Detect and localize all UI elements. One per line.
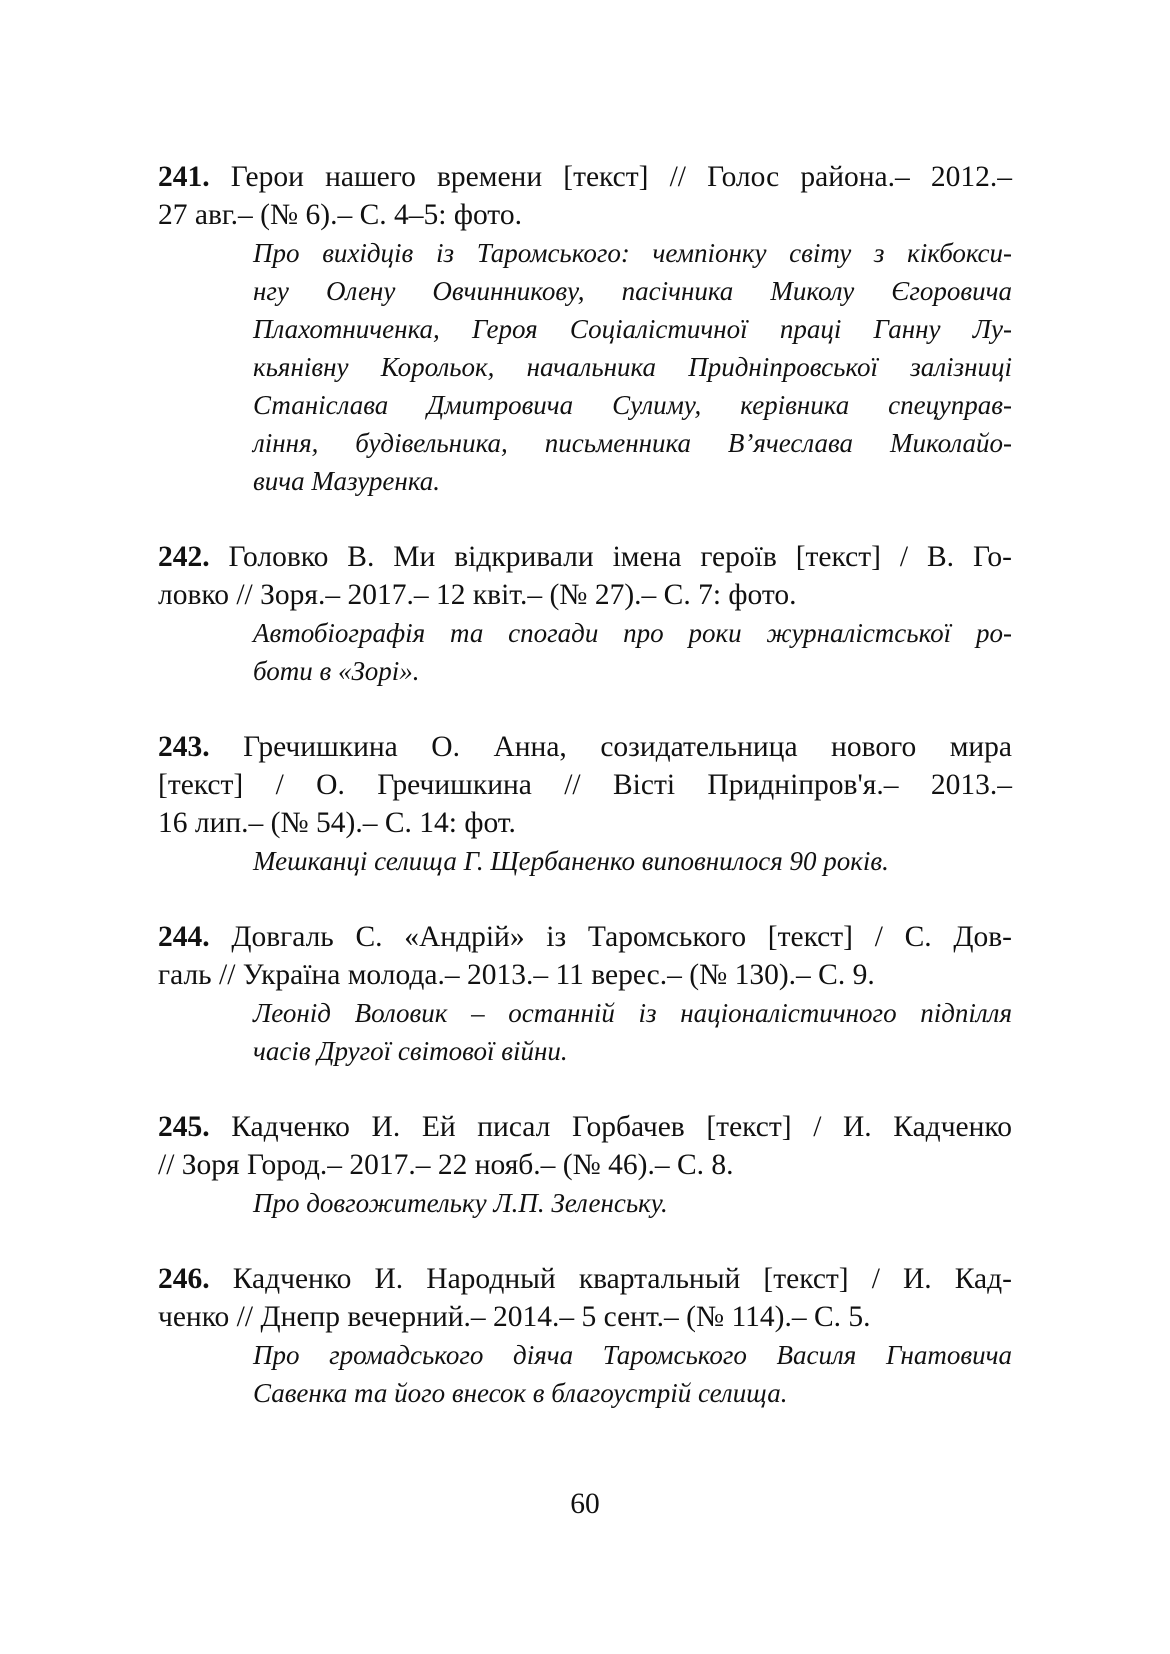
bibliography-entry [158,1108,1012,1222]
entry-citation [158,1260,1012,1336]
entry-citation [158,728,1012,842]
entry-annotation [253,614,1012,690]
citation-text: Кадченко И. Народный квартальный [текст] / И. Кад- [209,1263,1012,1295]
annotation-line: кьянівну Корольок, начальника Придніпровської залізниці [253,352,1012,382]
entry-citation [158,918,1012,994]
entry-annotation [253,234,1012,500]
bibliography-entry [158,1260,1012,1412]
entry-number: 246. [158,1263,210,1295]
citation-line [158,728,1012,766]
annotation-line: вича Мазуренка. [253,466,441,496]
citation-line [158,538,1012,576]
bibliography-entry [158,728,1012,880]
annotation-line: Про довгожительку Л.П. Зеленську. [253,1188,668,1218]
citation-line: 27 авг.– (№ 6).– С. 4–5: фото. [158,199,522,231]
entry-annotation [253,1184,1012,1222]
citation-text: Головко В. Ми відкривали імена героїв [текст] / В. Го- [209,541,1012,573]
entry-annotation [253,994,1012,1070]
entry-number: 244. [158,921,210,953]
entry-citation [158,158,1012,234]
annotation-line: Леонід Воловик – останній із націоналістичного підпілля [253,998,1012,1028]
citation-line: 16 лип.– (№ 54).– С. 14: фот. [158,807,516,839]
annotation-line: Плахотниченка, Героя Соціалістичної праці Ганну Лу- [253,314,1012,344]
citation-text: Кадченко И. Ей писал Горбачев [текст] / И. Кадченко [209,1111,1012,1143]
entry-annotation [253,842,1012,880]
citation-text: Герои нашего времени [текст] // Голос района.– 2012.– [209,161,1012,193]
annotation-line: Про громадського діяча Таромського Василя Гнатовича [253,1340,1012,1370]
entry-annotation [253,1336,1012,1412]
citation-line: ченко // Днепр вечерний.– 2014.– 5 сент.– (№ 114).– С. 5. [158,1301,871,1333]
citation-line: галь // Україна молода.– 2013.– 11 верес.– (№ 130).– С. 9. [158,959,875,991]
annotation-line: Станіслава Дмитровича Сулиму, керівника спецуправ- [253,390,1012,420]
entry-number: 245. [158,1111,210,1143]
annotation-line: Савенка та його внесок в благоустрій селища. [253,1378,788,1408]
page-number: 60 [570,1488,600,1520]
citation-line: [текст] / О. Гречишкина // Вісті Придніпров'я.– 2013.– [158,769,1012,801]
citation-line [158,918,1012,956]
entry-number: 242. [158,541,210,573]
citation-line [158,158,1012,196]
annotation-line: Про вихідців із Таромського: чемпіонку світу з кікбокси- [253,238,1012,268]
annotation-line: боти в «Зорі». [253,656,420,686]
bibliography-entry [158,158,1012,500]
bibliography-page [158,158,1012,1450]
annotation-line: нгу Олену Овчинникову, пасічника Миколу Єгоровича [253,276,1012,306]
bibliography-entry [158,918,1012,1070]
citation-line: ловко // Зоря.– 2017.– 12 квіт.– (№ 27).– С. 7: фото. [158,579,797,611]
citation-line: // Зоря Город.– 2017.– 22 нояб.– (№ 46).– С. 8. [158,1149,734,1181]
annotation-line: Мешканці селища Г. Щербаненко виповнилося 90 років. [253,846,889,876]
annotation-line: ління, будівельника, письменника В’ячеслава Миколайо- [253,428,1012,458]
entry-number: 243. [158,731,210,763]
annotation-line: часів Другої світової війни. [253,1036,568,1066]
bibliography-entry [158,538,1012,690]
annotation-line: Автобіографія та спогади про роки журналістської ро- [253,618,1012,648]
entry-citation [158,1108,1012,1184]
citation-text: Довгаль С. «Андрій» із Таромського [текст] / С. Дов- [209,921,1012,953]
citation-line [158,1260,1012,1298]
citation-line [158,1108,1012,1146]
entry-citation [158,538,1012,614]
citation-text: Гречишкина О. Анна, созидательница нового мира [209,731,1012,763]
entry-number: 241. [158,161,210,193]
